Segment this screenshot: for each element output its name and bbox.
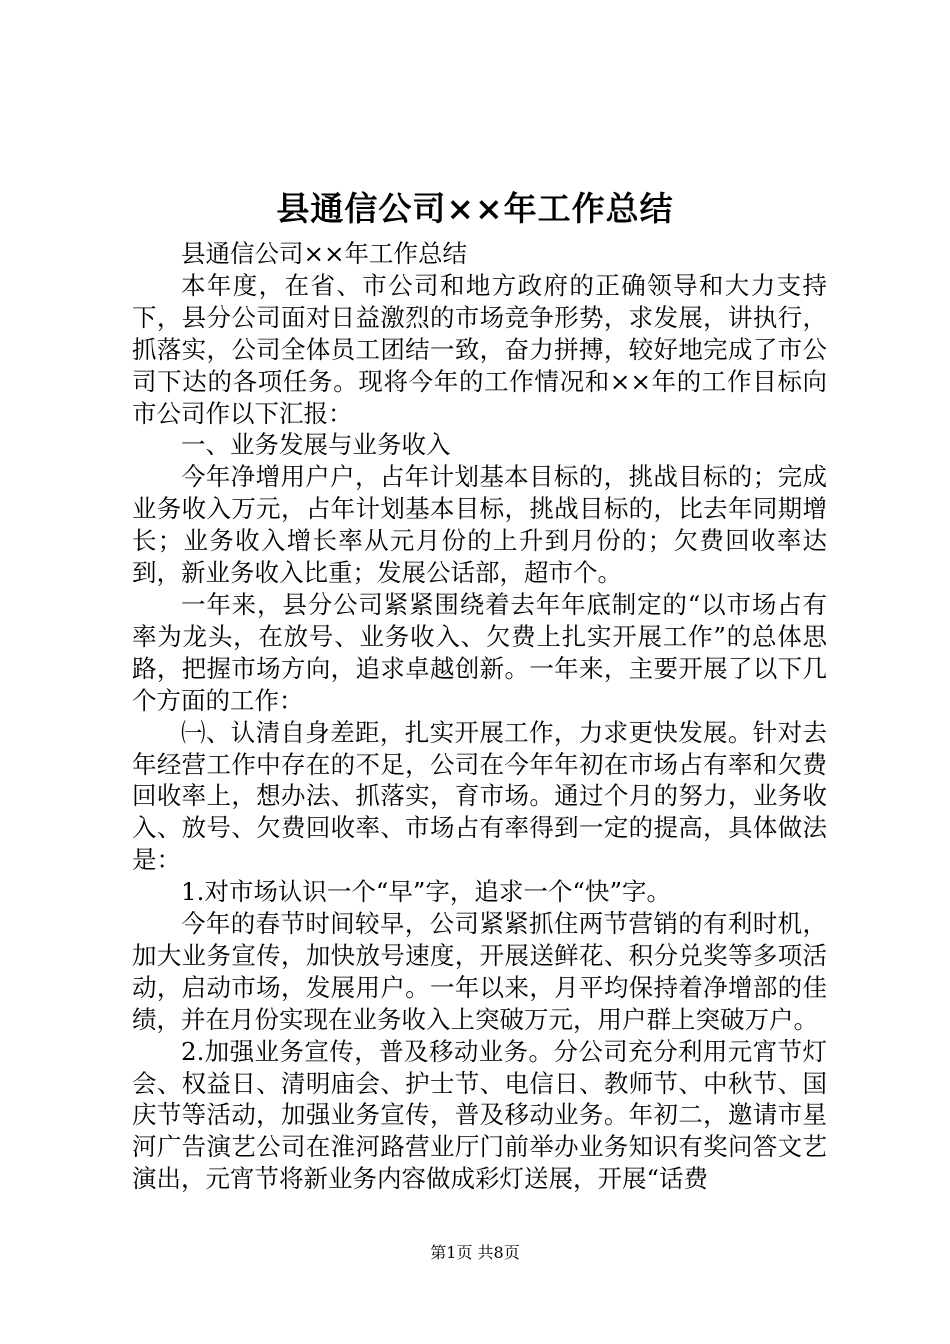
paragraph-overall-approach: 一年来，县分公司紧紧围绕着去年年底制定的“以市场占有率为龙头，在放号、业务收入、欠费上扎实开展工作”的总体思路，把握市场方向，追求卓越创新。一年来，主要开展了以下几个方面的工作：	[132, 589, 827, 715]
paragraph-business-results: 今年净增用户户，占年计划基本目标的，挑战目标的；完成业务收入万元，占年计划基本目标，挑战目标的，比去年同期增长；业务收入增长率从元月份的上升到月份的；欠费回收率达到，新业务收入比重；发展公话部，超市个。	[132, 462, 827, 588]
list-item-one-heading: 1.对市场认识一个“早”字，追求一个“快”字。	[181, 877, 671, 907]
page-number-footer: 第1页 共8页	[430, 1243, 520, 1262]
list-item-two: 2.加强业务宣传，普及移动业务。分公司充分利用元宵节灯会、权益日、清明庙会、护士节、电信日、教师节、中秋节、国庆节等活动，加强业务宣传，普及移动业务。年初二，邀请市星河广告演艺公司在淮河路营业厅门前举办业务知识有奖问答文艺演出，元宵节将新业务内容做成彩灯送展，开展“话费	[132, 1036, 827, 1194]
paragraph-point-one: ㈠、认清自身差距，扎实开展工作，力求更快发展。针对去年经营工作中存在的不足，公司在今年年初在市场占有率和欠费回收率上，想办法、抓落实，育市场。通过个月的努力，业务收入、放号、欠费回收率、市场占有率得到一定的提高，具体做法是：	[132, 717, 827, 875]
paragraph-intro: 本年度，在省、市公司和地方政府的正确领导和大力支持下，县分公司面对日益激烈的市场竞争形势，求发展，讲执行，抓落实，公司全体员工团结一致，奋力拼搏，较好地完成了市公司下达的各项任务。现将今年的工作情况和××年的工作目标向市公司作以下汇报：	[132, 270, 827, 428]
document-title: 县通信公司××年工作总结	[276, 189, 674, 228]
section-heading-business: 一、业务发展与业务收入	[181, 430, 451, 460]
paragraph-subtitle: 县通信公司××年工作总结	[181, 239, 468, 268]
paragraph-spring-festival: 今年的春节时间较早，公司紧紧抓住两节营销的有利时机，加大业务宣传，加快放号速度，开展送鲜花、积分兑奖等多项活动，启动市场，发展用户。一年以来，月平均保持着净增部的佳绩，并在月份实现在业务收入上突破万元，用户群上突破万户。	[132, 909, 827, 1034]
document-body	[132, 238, 827, 1195]
